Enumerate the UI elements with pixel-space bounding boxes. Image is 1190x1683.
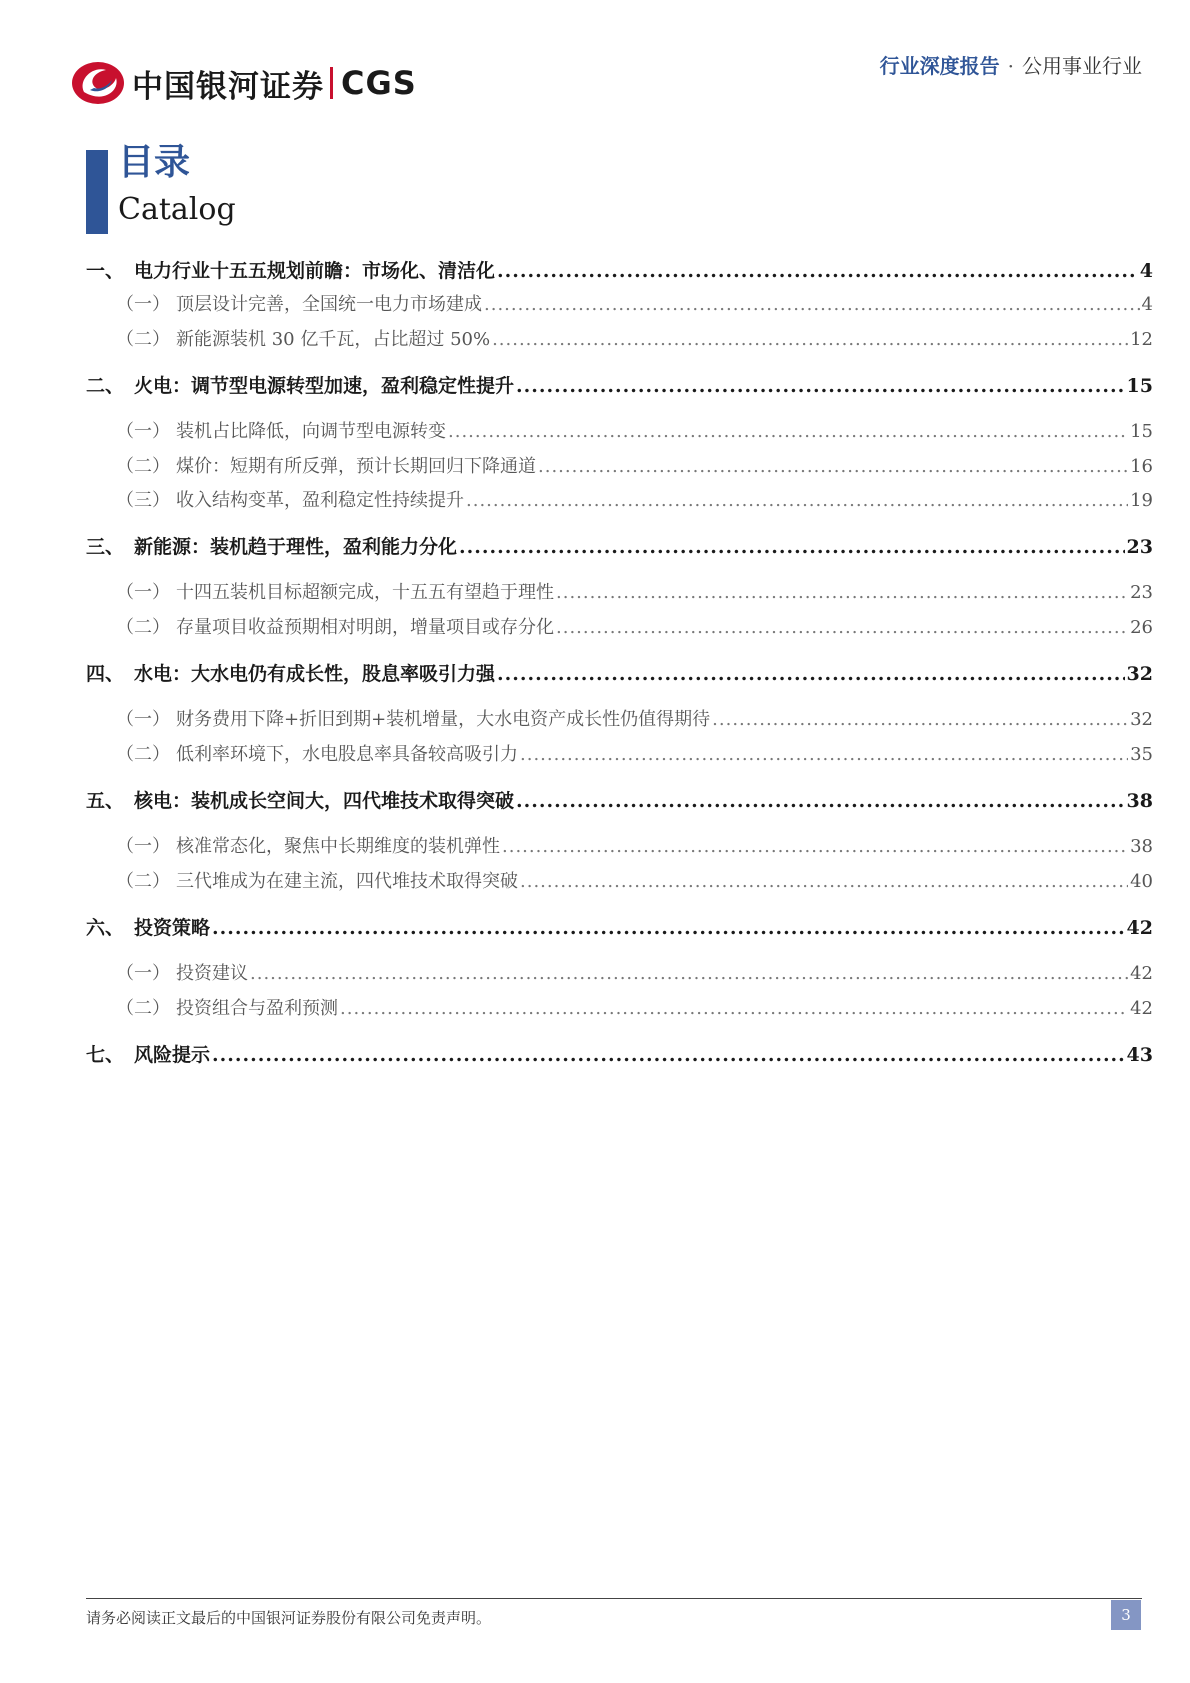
toc-entry[interactable] (86, 578, 1153, 608)
toc-entry-title: 存量项目收益预期相对明朗，增量项目或存分化 (176, 617, 554, 638)
toc-entry-title: 风险提示 (134, 1044, 211, 1066)
page-number-badge: 3 (1111, 1600, 1141, 1630)
toc-leader-dots (497, 260, 1138, 282)
toc-entry-page: 38 (1130, 836, 1153, 857)
toc-entry-number: 七、 (86, 1044, 125, 1066)
toc-entry-number: 一、 (86, 260, 125, 282)
toc-entry-page: 23 (1130, 582, 1153, 603)
toc-leader-dots (520, 744, 1128, 765)
catalog-title-cn: 目录 (118, 141, 191, 183)
toc-entry-number: （二） (116, 744, 170, 765)
toc-leader-dots (492, 329, 1128, 350)
cgs-logo-icon (70, 60, 126, 106)
toc-entry-title: 顶层设计完善，全国统一电力市场建成 (176, 294, 482, 315)
report-type-label: 行业深度报告 (879, 54, 1000, 78)
logo-divider (330, 67, 333, 99)
toc-leader-dots (502, 836, 1128, 857)
toc-leader-dots (712, 709, 1128, 730)
toc-entry[interactable] (86, 994, 1153, 1024)
toc-entry[interactable] (86, 613, 1153, 643)
toc-entry-page: 15 (1126, 375, 1153, 397)
toc-entry-page: 4 (1141, 294, 1153, 315)
toc-entry-number: 四、 (86, 663, 125, 685)
toc-entry-page: 32 (1130, 709, 1153, 730)
catalog-title-en: Catalog (118, 192, 236, 227)
toc-entry-title: 新能源装机 30 亿千瓦，占比超过 50% (176, 329, 491, 350)
toc-entry[interactable] (86, 832, 1153, 862)
toc-entry-number: （二） (116, 456, 170, 477)
toc-leader-dots (459, 536, 1125, 558)
toc-entry[interactable] (86, 959, 1153, 989)
toc-leader-dots (516, 790, 1125, 812)
toc-entry-number: （二） (116, 871, 170, 892)
toc-entry-page: 40 (1130, 871, 1153, 892)
toc-entry-title: 火电：调节型电源转型加速，盈利稳定性提升 (134, 375, 515, 397)
toc-entry-page: 19 (1130, 490, 1153, 511)
toc-entry-page: 35 (1130, 744, 1153, 765)
toc-entry[interactable] (86, 486, 1153, 516)
toc-entry-title: 十四五装机目标超额完成，十五五有望趋于理性 (176, 582, 554, 603)
toc-entry-page: 16 (1130, 456, 1153, 477)
toc-leader-dots (538, 456, 1128, 477)
toc-leader-dots (520, 871, 1128, 892)
toc-entry-number: 六、 (86, 917, 125, 939)
catalog-accent-bar (86, 150, 108, 234)
toc-entry[interactable] (86, 913, 1153, 943)
toc-leader-dots (448, 421, 1128, 442)
toc-entry-title: 低利率环境下，水电股息率具备较高吸引力 (176, 744, 518, 765)
toc-entry[interactable] (86, 290, 1153, 320)
toc-entry-page: 43 (1126, 1044, 1153, 1066)
toc-entry-number: （一） (116, 421, 170, 442)
toc-entry-number: （二） (116, 617, 170, 638)
toc-entry-number: （三） (116, 490, 170, 511)
toc-entry-title: 装机占比降低，向调节型电源转变 (176, 421, 446, 442)
toc-entry[interactable] (86, 659, 1153, 689)
toc-entry-page: 32 (1126, 663, 1153, 685)
toc-entry-page: 42 (1130, 963, 1153, 984)
toc-entry-title: 核电：装机成长空间大，四代堆技术取得突破 (134, 790, 515, 812)
toc-entry-page: 42 (1130, 998, 1153, 1019)
toc-entry[interactable] (86, 256, 1153, 286)
toc-entry-number: 二、 (86, 375, 125, 397)
logo-text-cn: 中国银河证券 (132, 68, 324, 105)
toc-entry-number: 三、 (86, 536, 125, 558)
toc-entry-page: 12 (1130, 329, 1153, 350)
toc-entry-title: 财务费用下降+折旧到期+装机增量，大水电资产成长性仍值得期待 (176, 709, 711, 730)
toc-leader-dots (250, 963, 1128, 984)
footer-divider (86, 1598, 1142, 1599)
toc-entry-title: 煤价：短期有所反弹，预计长期回归下降通道 (176, 456, 536, 477)
toc-entry-page: 23 (1126, 536, 1153, 558)
toc-entry[interactable] (86, 371, 1153, 401)
toc-entry-title: 投资组合与盈利预测 (176, 998, 338, 1019)
toc-leader-dots (484, 294, 1140, 315)
toc-entry-page: 38 (1126, 790, 1153, 812)
toc-entry-page: 15 (1130, 421, 1153, 442)
toc-entry-number: （一） (116, 709, 170, 730)
footer-disclaimer: 请务必阅读正文最后的中国银河证券股份有限公司免责声明。 (86, 1609, 492, 1627)
toc-entry-title: 核准常态化，聚焦中长期维度的装机弹性 (176, 836, 500, 857)
toc-leader-dots (497, 663, 1125, 685)
toc-leader-dots (212, 917, 1125, 939)
toc-entry-number: （一） (116, 294, 170, 315)
toc-entry-number: （二） (116, 329, 170, 350)
report-type (880, 50, 1142, 79)
toc-entry[interactable] (86, 786, 1153, 816)
report-type-dot: · (1007, 54, 1014, 78)
toc-entry-title: 新能源：装机趋于理性，盈利能力分化 (134, 536, 458, 558)
toc-leader-dots (466, 490, 1128, 511)
toc-entry-number: 五、 (86, 790, 125, 812)
toc-entry-number: （二） (116, 998, 170, 1019)
toc-entry-title: 电力行业十五五规划前瞻：市场化、清洁化 (134, 260, 496, 282)
toc-leader-dots (212, 1044, 1125, 1066)
toc-entry-page: 4 (1139, 260, 1153, 282)
toc-leader-dots (556, 582, 1128, 603)
industry-label: 公用事业行业 (1022, 54, 1142, 78)
toc-leader-dots (556, 617, 1128, 638)
toc-entry-page: 26 (1130, 617, 1153, 638)
toc-entry-title: 收入结构变革，盈利稳定性持续提升 (176, 490, 464, 511)
logo-text-en: CGS (341, 64, 417, 102)
toc-leader-dots (340, 998, 1128, 1019)
toc-entry-number: （一） (116, 582, 170, 603)
toc-entry-title: 水电：大水电仍有成长性，股息率吸引力强 (134, 663, 496, 685)
toc-entry-number: （一） (116, 836, 170, 857)
toc-entry-page: 42 (1126, 917, 1153, 939)
toc-entry-title: 三代堆成为在建主流，四代堆技术取得突破 (176, 871, 518, 892)
toc-entry[interactable] (86, 740, 1153, 770)
toc-entry[interactable] (86, 1040, 1153, 1070)
toc-entry[interactable] (86, 867, 1153, 897)
toc-leader-dots (516, 375, 1125, 397)
toc-entry[interactable] (86, 705, 1153, 735)
toc-entry[interactable] (86, 325, 1153, 355)
toc-entry[interactable] (86, 417, 1153, 447)
toc-entry-number: （一） (116, 963, 170, 984)
toc-entry[interactable] (86, 452, 1153, 482)
brand-logo (70, 60, 417, 106)
toc-entry[interactable] (86, 532, 1153, 562)
toc-entry-title: 投资建议 (176, 963, 248, 984)
toc-entry-title: 投资策略 (134, 917, 211, 939)
